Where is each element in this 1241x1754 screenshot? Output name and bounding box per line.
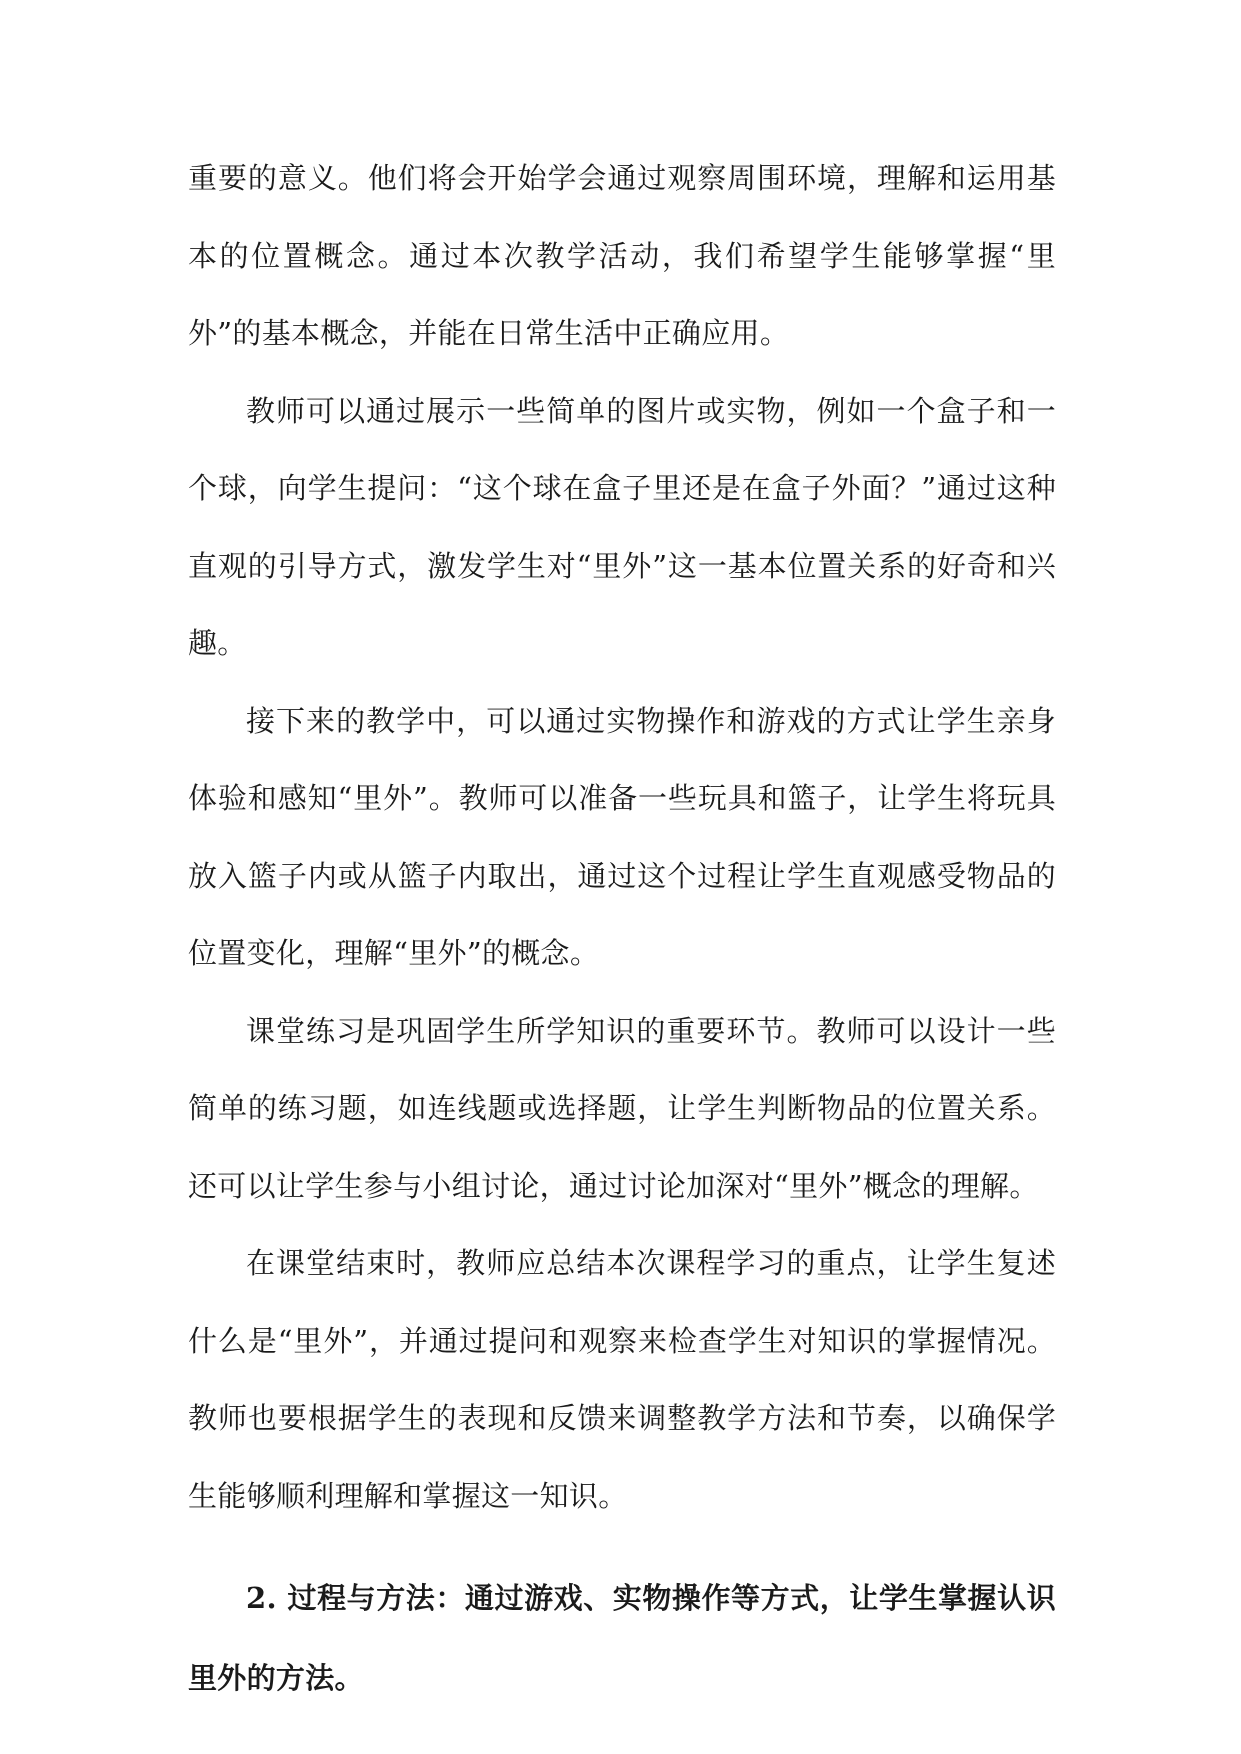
paragraph-introduction: 教师可以通过展示一些简单的图片或实物，例如一个盒子和一个球，向学生提问：“这个球在盒子里还是在盒子外面？”通过这种直观的引导方式，激发学生对“里外”这一基本位置关系的好奇和兴趣。 [188, 393, 1056, 660]
paragraph-continuation: 重要的意义。他们将会开始学会通过观察周围环境，理解和运用基本的位置概念。通过本次教学活动，我们希望学生能够掌握“里外”的基本概念，并能在日常生活中正确应用。 [188, 161, 1056, 350]
paragraph-practice: 课堂练习是巩固学生所学知识的重要环节。教师可以设计一些简单的练习题，如连线题或选择题，让学生判断物品的位置关系。还可以让学生参与小组讨论，通过讨论加深对“里外”概念的理解。 [188, 1013, 1056, 1203]
paragraph-hands-on: 接下来的教学中，可以通过实物操作和游戏的方式让学生亲身体验和感知“里外”。教师可以准备一些玩具和篮子，让学生将玩具放入篮子内或从篮子内取出，通过这个过程让学生直观感受物品的位置变化，理解“里外”的概念。 [188, 703, 1056, 970]
section-heading: 2. 过程与方法：通过游戏、实物操作等方式，让学生掌握认识里外的方法。 [188, 1581, 1056, 1695]
document-body [188, 140, 1056, 1718]
paragraph-summary: 在课堂结束时，教师应总结本次课程学习的重点，让学生复述什么是“里外”，并通过提问和观察来检查学生对知识的掌握情况。教师也要根据学生的表现和反馈来调整教学方法和节奏，以确保学生能够顺利理解和掌握这一知识。 [188, 1246, 1056, 1513]
